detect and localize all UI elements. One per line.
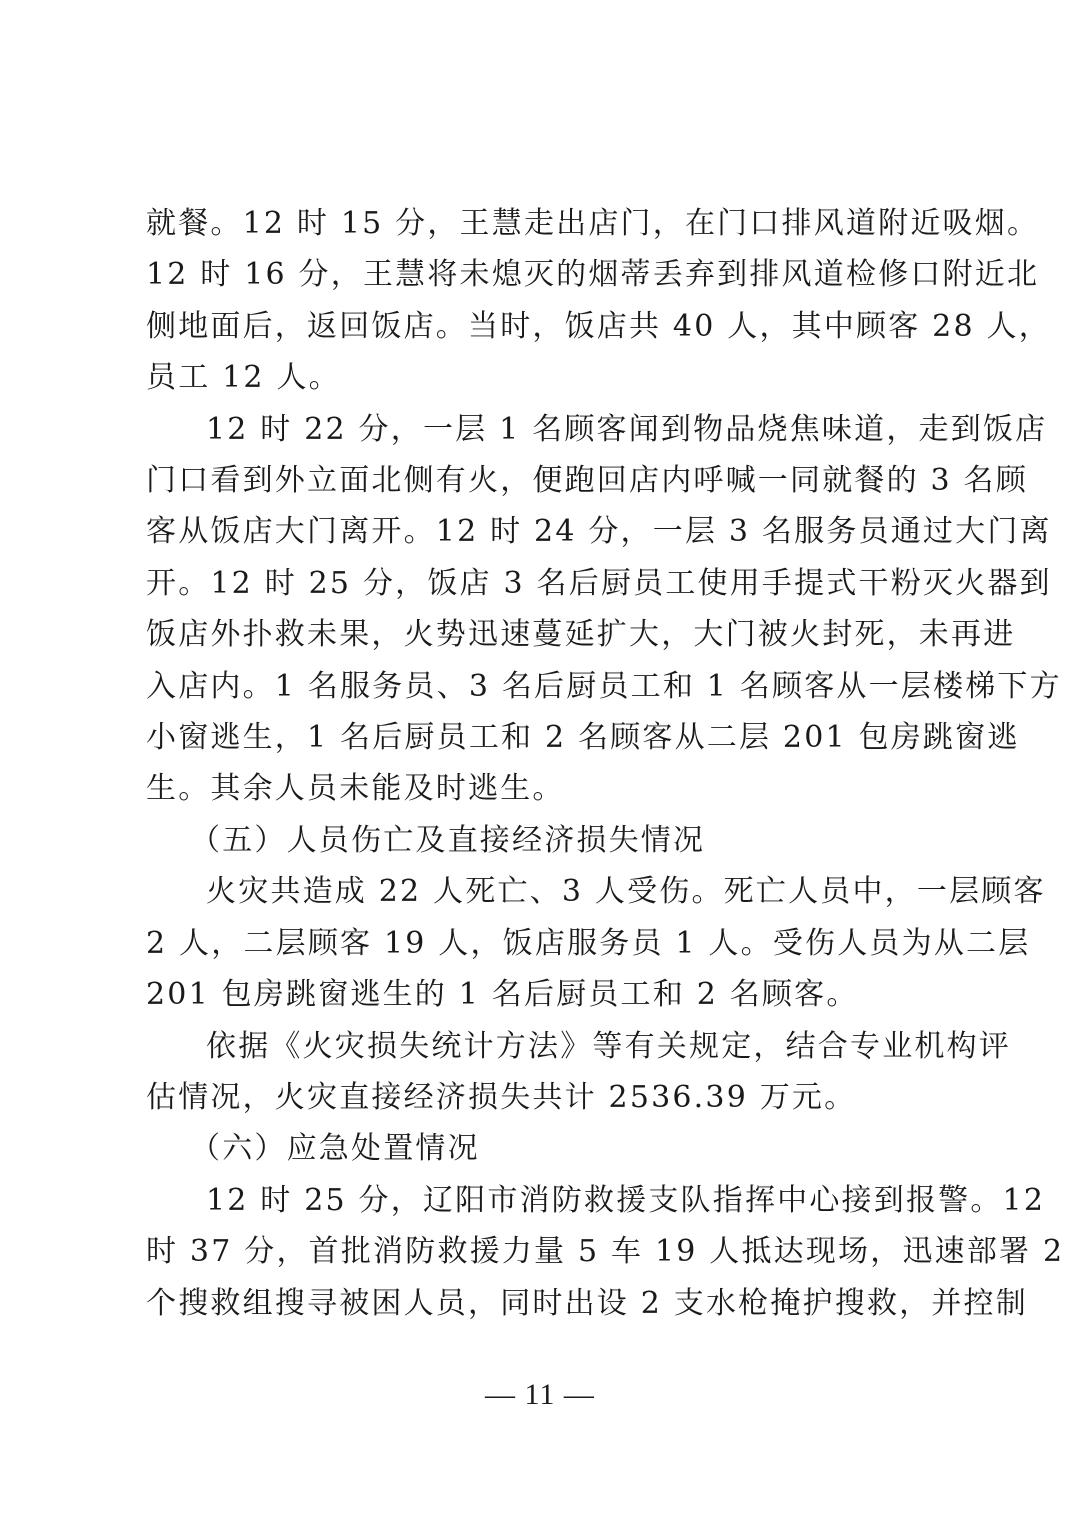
text-line: 入店内。1 名服务员、3 名后厨员工和 1 名顾客从一层楼梯下方: [146, 668, 1062, 704]
text-line: 12 时 16 分，王慧将未熄灭的烟蒂丢弃到排风道检修口附近北: [146, 257, 1040, 293]
text-line: 个搜救组搜寻被困人员，同时出设 2 支水枪掩护搜救，并控制: [146, 1285, 1028, 1321]
paragraph: [146, 404, 1062, 815]
text-line: 估情况，火灾直接经济损失共计 2536.39 万元。: [146, 1079, 857, 1115]
text-line: 火灾共造成 22 人死亡、3 人受伤。死亡人员中，一层顾客: [206, 874, 1046, 910]
paragraph: [146, 198, 1051, 404]
text-line: 小窗逃生，1 名后厨员工和 2 名顾客从二层 201 包房跳窗逃: [146, 720, 1020, 756]
text-line: 客从饭店大门离开。12 时 24 分，一层 3 名服务员通过大门离: [146, 514, 1052, 550]
document-page: [146, 198, 1065, 1329]
text-line: 12 时 25 分，辽阳市消防救援支队指挥中心接到报警。12: [206, 1182, 1046, 1218]
text-line: 开。12 时 25 分，饭店 3 名后厨员工使用手提式干粉灭火器到: [146, 565, 1052, 601]
text-line: 饭店外扑救未果，火势迅速蔓延扩大，大门被火封死，未再进: [146, 617, 1016, 653]
text-line: 2 人，二层顾客 19 人，饭店服务员 1 人。受伤人员为从二层: [146, 925, 1031, 961]
section-heading: [146, 1123, 946, 1174]
text-line: 就餐。12 时 15 分，王慧走出店门，在门口排风道附近吸烟。: [146, 206, 1040, 241]
paragraph: [146, 1175, 1065, 1329]
heading-text: （六）应急处置情况: [190, 1131, 480, 1167]
text-line: 时 37 分，首批消防救援力量 5 车 19 人抵达现场，迅速部署 2: [146, 1234, 1065, 1270]
paragraph: [146, 1021, 1011, 1124]
section-heading: [146, 815, 946, 866]
text-line: 生。其余人员未能及时逃生。: [146, 771, 565, 807]
text-line: 门口看到外立面北侧有火，便跑回店内呼喊一同就餐的 3 名顾: [146, 463, 1028, 499]
page-number: — 11 —: [485, 1378, 595, 1411]
text-line: 侧地面后，返回饭店。当时，饭店共 40 人，其中顾客 28 人，: [146, 308, 1051, 344]
text-line: 12 时 22 分，一层 1 名顾客闻到物品烧焦味道，走到饭店: [206, 411, 1048, 447]
text-line: 员工 12 人。: [146, 360, 341, 396]
text-line: 201 包房跳窗逃生的 1 名后厨员工和 2 名顾客。: [146, 977, 859, 1013]
text-line: 依据《火灾损失统计方法》等有关规定，结合专业机构评: [206, 1028, 1011, 1064]
paragraph: [146, 866, 1046, 1020]
heading-text: （五）人员伤亡及直接经济损失情况: [190, 822, 706, 858]
